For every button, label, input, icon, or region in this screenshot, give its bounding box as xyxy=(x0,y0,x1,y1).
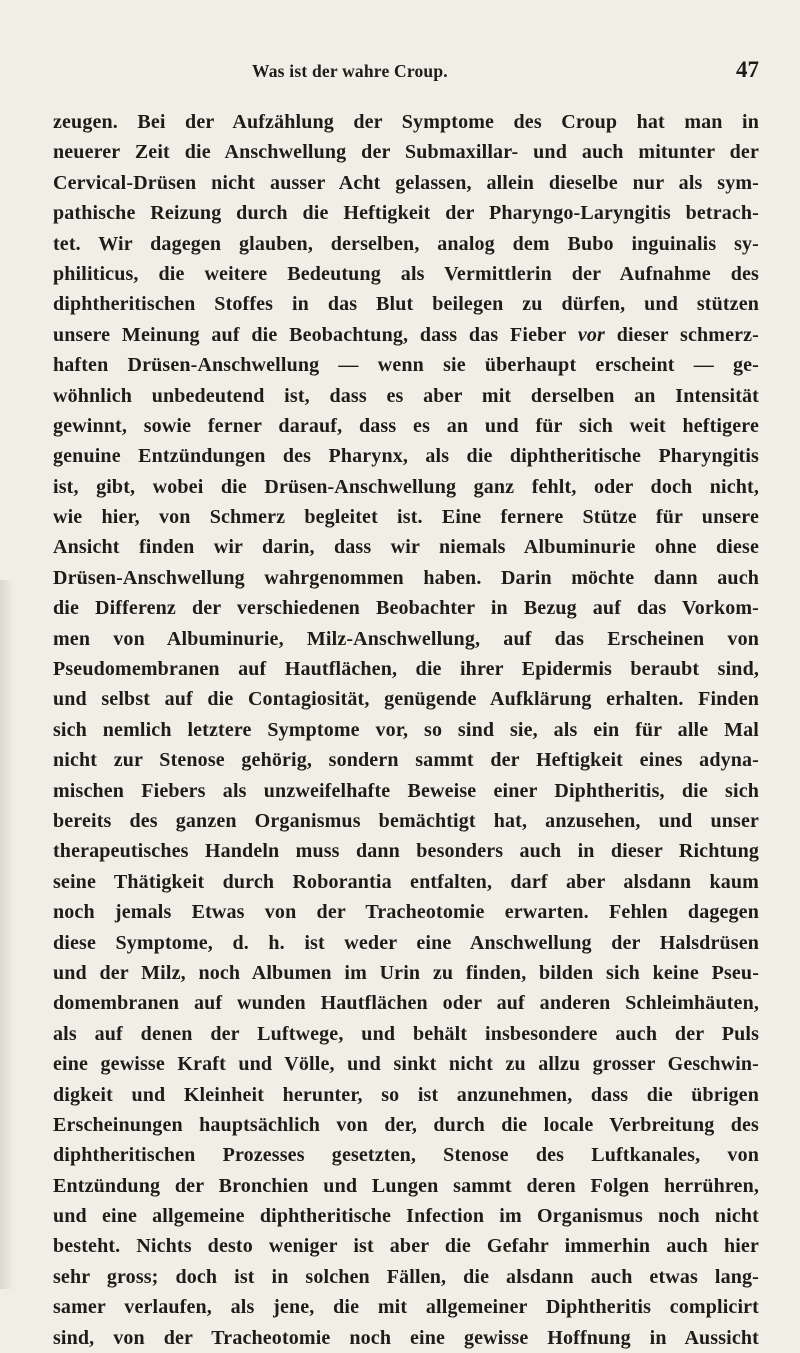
text-line: sehr gross; doch ist in solchen Fällen, die alsdann auch etwas lang- xyxy=(53,1265,759,1288)
text-line: und eine allgemeine diphtheritische Infection im Organismus noch nicht xyxy=(53,1205,759,1228)
text-line: men von Albuminurie, Milz-Anschwellung, auf das Erscheinen von xyxy=(53,627,759,650)
text-line-with-emphasis xyxy=(53,320,759,350)
text-line: genuine Entzündungen des Pharynx, als die diphtheritische Pharyngitis xyxy=(53,445,759,468)
text-line: zeugen. Bei der Aufzählung der Symptome des Croup hat man in xyxy=(53,111,759,133)
emphasis-vor: vor xyxy=(577,323,605,346)
text-line: als auf denen der Luftwege, und behält insbesondere auch der Puls xyxy=(53,1022,759,1045)
text-line: bereits des ganzen Organismus bemächtigt hat, anzusehen, und unser xyxy=(53,809,759,832)
page-header xyxy=(252,57,759,83)
text-line: seine Thätigkeit durch Roborantia entfalten, darf aber alsdann kaum xyxy=(53,870,759,893)
text-line: wöhnlich unbedeutend ist, dass es aber mit derselben an Intensität xyxy=(53,384,759,407)
text-line: tet. Wir dagegen glauben, derselben, analog dem Bubo inguinalis sy- xyxy=(53,232,759,255)
text-line: sind, von der Tracheotomie noch eine gewisse Hoffnung in Aussicht xyxy=(53,1326,759,1349)
text-line: nicht zur Stenose gehörig, sondern sammt der Heftigkeit eines adyna- xyxy=(53,749,759,772)
text-line: haften Drüsen-Anschwellung — wenn sie überhaupt erscheint — ge- xyxy=(53,354,759,377)
running-title: Was ist der wahre Croup. xyxy=(252,61,448,81)
text-line: mischen Fiebers als unzweifelhafte Beweise einer Diphtheritis, die sich xyxy=(53,779,759,802)
text-segment: unsere Meinung auf die Beobachtung, dass das Fieber xyxy=(53,323,578,346)
text-line: ist, gibt, wobei die Drüsen-Anschwellung ganz fehlt, oder doch nicht, xyxy=(53,475,759,498)
text-line: gewinnt, sowie ferner darauf, dass es an und für sich weit heftigere xyxy=(53,414,759,437)
text-line: eine gewisse Kraft und Völle, und sinkt nicht zu allzu grosser Geschwin- xyxy=(53,1053,759,1076)
text-line: Cervical-Drüsen nicht ausser Acht gelassen, allein dieselbe nur als sym- xyxy=(53,171,759,194)
text-line: Pseudomembranen auf Hautflächen, die ihrer Epidermis beraubt sind, xyxy=(53,658,759,681)
text-line: noch jemals Etwas von der Tracheotomie erwarten. Fehlen dagegen xyxy=(53,901,759,924)
page-number: 47 xyxy=(736,57,759,82)
text-line: pathische Reizung durch die Heftigkeit der Pharyngo-Laryngitis betrach- xyxy=(53,202,759,225)
binding-shadow xyxy=(0,580,14,1289)
text-line: Entzündung der Bronchien und Lungen sammt deren Folgen herrühren, xyxy=(53,1174,759,1197)
text-line: neuerer Zeit die Anschwellung der Submaxillar- und auch mitunter der xyxy=(53,141,759,164)
text-line: und selbst auf die Contagiosität, genügende Aufklärung erhalten. Finden xyxy=(53,688,759,711)
text-line: und der Milz, noch Albumen im Urin zu finden, bilden sich keine Pseu- xyxy=(53,961,759,984)
text-line: domembranen auf wunden Hautflächen oder auf anderen Schleimhäuten, xyxy=(53,992,759,1015)
text-line: die Differenz der verschiedenen Beobachter in Bezug auf das Vorkom- xyxy=(53,597,759,620)
text-line: samer verlaufen, als jene, die mit allgemeiner Diphtheritis complicirt xyxy=(53,1296,759,1319)
text-line: digkeit und Kleinheit herunter, so ist anzunehmen, dass die übrigen xyxy=(53,1083,759,1106)
text-line: wie hier, von Schmerz begleitet ist. Eine fernere Stütze für unsere xyxy=(53,506,759,529)
text-segment: dieser schmerz- xyxy=(604,323,759,346)
text-line: sich nemlich letztere Symptome vor, so sind sie, als ein für alle Mal xyxy=(53,718,759,741)
text-line: diphtheritischen Prozesses gesetzten, Stenose des Luftkanales, von xyxy=(53,1144,759,1167)
text-line: diese Symptome, d. h. ist weder eine Anschwellung der Halsdrüsen xyxy=(53,931,759,954)
text-line: besteht. Nichts desto weniger ist aber die Gefahr immerhin auch hier xyxy=(53,1235,759,1258)
text-line: therapeutisches Handeln muss dann besonders auch in dieser Richtung xyxy=(53,840,759,863)
text-line: Drüsen-Anschwellung wahrgenommen haben. Darin möchte dann auch xyxy=(53,566,759,589)
body-text xyxy=(53,107,759,1353)
text-line: Ansicht finden wir darin, dass wir niemals Albuminurie ohne diese xyxy=(53,536,759,559)
text-line: diphtheritischen Stoffes in das Blut beilegen zu dürfen, und stützen xyxy=(53,293,759,316)
text-line: philiticus, die weitere Bedeutung als Vermittlerin der Aufnahme des xyxy=(53,262,759,285)
text-line: Erscheinungen hauptsächlich von der, durch die locale Verbreitung des xyxy=(53,1113,759,1136)
